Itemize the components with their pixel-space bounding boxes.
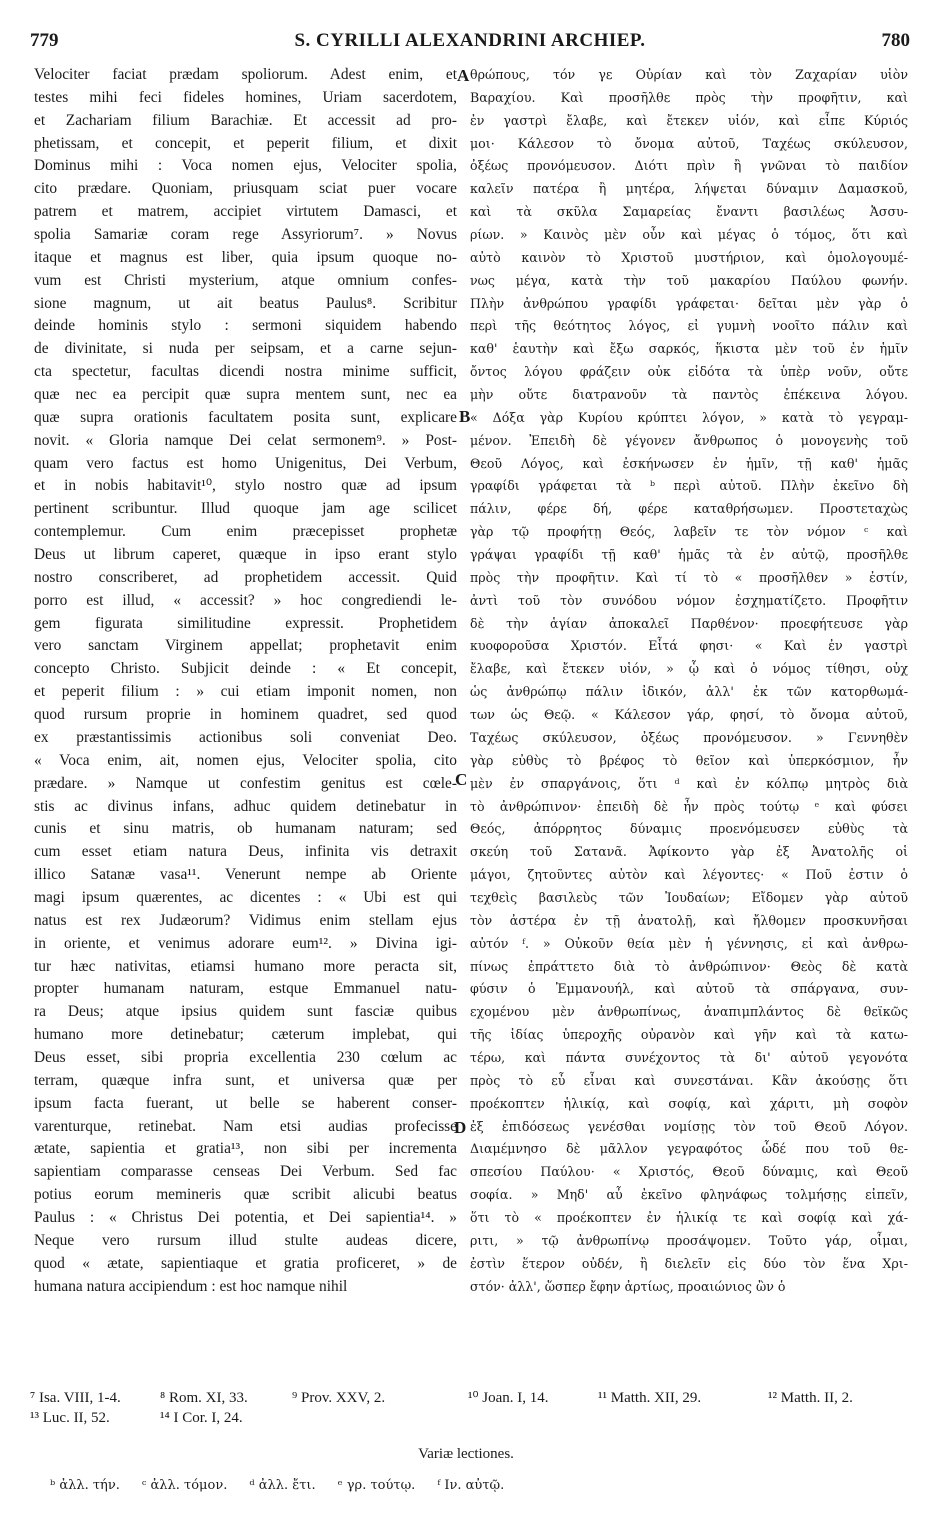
text-line: de divinitate, si nuda per seipsam, et a carne sejun-	[34, 340, 457, 358]
text-line: ὡς ἀνθρώπῳ πάλιν ἰδικόν, ἀλλ' ἐκ τῶν κατορθωμά-	[470, 684, 908, 700]
text-line: μοι· Κάλεσον τὸ ὄνομα αὐτοῦ, Ταχέως σκύλευσον,	[470, 135, 908, 151]
text-line: σκεύη τοῦ Σατανᾶ. Ἀφίκοντο γὰρ ἐξ Ἀνατολῆς οἱ	[470, 844, 908, 860]
text-line: varenturque, retinebat. Nam etsi audias profecisse	[34, 1117, 457, 1135]
text-line: concepto Christo. Subjicit deinde : « Et concepit,	[34, 660, 457, 678]
text-line: ra Deus; atque ipsius quidem sunt fasciæ quibus	[34, 1003, 457, 1021]
text-line: quam vero factus est homo Unigenitus, Dei Verbum,	[34, 454, 457, 472]
text-line: στόν· ἀλλ', ὥσπερ ἔφην ἀρτίως, προαιώνιος ὢν ὁ	[470, 1278, 786, 1294]
text-line: των ὡς Θεῷ. « Κάλεσον γάρ, φησί, τὸ ὄνομα αὐτοῦ,	[470, 707, 908, 723]
text-line: humano more detinebatur; cæterum implebat, qui	[34, 1026, 457, 1044]
text-line: τὸ ἀνθρώπινον· ἐπειδὴ δὲ ἦν πρὸς τούτῳ ᵉ καὶ φύσει	[470, 798, 908, 814]
variant-reading: ᵇ ἀλλ. τήν.	[50, 1478, 120, 1493]
text-line: προέκοπτεν ἡλικίᾳ, καὶ σοφίᾳ, καὶ χάριτι, μὴ σοφὸν	[470, 1095, 908, 1111]
text-line: σπεσίου Παύλου· « Χριστός, Θεοῦ δύναμις, καὶ Θεοῦ	[470, 1164, 908, 1180]
text-line: propter humanam naturam, estque Emmanuel natu-	[34, 980, 457, 998]
text-line: contemplemur. Cum enim præcepisset prophetæ	[34, 523, 457, 541]
text-line: quod « ætate, sapientiaque et gratia proficeret, » de	[34, 1254, 457, 1272]
text-line: sione magnum, ut ait beatus Paulus⁸. Scribitur	[34, 294, 457, 312]
text-line: testes mihi feci fideles homines, Uriam sacerdotem,	[34, 88, 457, 106]
text-line: μάγοι, ζητοῦντες αὐτὸν καὶ λέγοντες· « Ποῦ ἐστιν ὁ	[470, 867, 908, 883]
variae-lectiones-title: Variæ lectiones.	[418, 1446, 514, 1462]
text-line: et in nobis habitavit¹⁰, stylo nostro quæ ad ipsum	[34, 477, 457, 495]
text-line: « Δόξα γὰρ Κυρίου κρύπτει λόγον, » κατὰ τὸ γεγραμ-	[470, 409, 908, 425]
text-line: ætate, sapientia et gratia¹³, non sibi per incrementa	[34, 1140, 457, 1158]
text-line: πρὸς τὴν προφῆτιν. Καὶ τί τὸ « προσῆλθεν » ἐστίν,	[470, 569, 908, 585]
text-line: ἀντὶ τοῦ τὸν συνόδου νόμον ἐσχηματίζετο. Προφῆτιν	[470, 592, 908, 608]
text-line: πίνως ἐπράττετο διὰ τὸ ἀνθρώπινον· Θεὸς δὲ κατὰ	[470, 958, 908, 974]
text-line: Ταχέως σκύλευσον, ὀξέως προνόμευσον. » Γεννηθὲν	[470, 729, 908, 745]
reference-10: ¹⁰ Joan. I, 14.	[468, 1390, 549, 1406]
text-line: vero sanctam Virginem appellat; prophetavit enim	[34, 637, 457, 655]
text-line: quæ supra orationis facultatem posita sunt, explicare	[34, 408, 457, 426]
text-line: γὰρ τῷ προφήτῃ Θεός, λαβεῖν τε τὸν νόμον ᶜ καὶ	[470, 524, 908, 540]
text-line: τῆς ἰδίας ὑπεροχῆς οὐρανὸν καὶ γῆν καὶ τὰ κατω-	[470, 1027, 908, 1043]
text-line: αὐτόν ᶠ. » Οὐκοῦν θεία μὲν ἡ γέννησις, εἰ καὶ ἀνθρω-	[470, 935, 908, 951]
text-line: γραφίδι γράφεται τὰ ᵇ περὶ αὐτοῦ. Πλὴν ἐκεῖνο δὴ	[470, 478, 908, 494]
text-line: εχομένου μὲν ἀνθρωπίνως, ἀναπιμπλάντος δὲ θεϊκῶς	[470, 1004, 908, 1020]
variant-reading: ᵉ γρ. τούτῳ.	[337, 1478, 416, 1493]
text-line: vum est Christi mysterium, atque omnium confes-	[34, 271, 457, 289]
text-line: itaque et magnus est liber, quia ipsum quoque no-	[34, 248, 457, 266]
reference-8: ⁸ Rom. XI, 33.	[160, 1390, 248, 1406]
text-line: μὲν ἐν σπαργάνοις, ὅτι ᵈ καὶ ἐν κόλπῳ μητρὸς διὰ	[470, 775, 908, 791]
section-marker-c: C	[455, 770, 468, 789]
section-marker-b: B	[459, 407, 471, 426]
text-line: gem figurata similitudine expressit. Prophetidem	[34, 614, 457, 632]
text-line: μένον. Ἐπειδὴ δὲ γέγονεν ἄνθρωπος ὁ μονογενὴς τοῦ	[470, 432, 908, 448]
text-line: ὄντος λόγου φράζειν οὐκ εἰδότα τὰ ὑπὲρ νοῦν, οὔτε	[470, 364, 908, 380]
text-line: αὐτὸ καινὸν τὸ Χριστοῦ μυστήριον, καὶ ὁμολογουμέ-	[470, 249, 908, 265]
text-line: cunis et sinu matris, ob humanam naturam; sed	[34, 820, 457, 838]
text-line: Deus esset, sibi propria excellentia 230 cœlum ac	[34, 1048, 457, 1066]
text-line: ἐστὶν ἕτερον οὐδέν, ἢ διελεῖν εἰς δύο τὸν ἕνα Χρι-	[470, 1255, 908, 1271]
text-line: ἐν γαστρὶ ἔλαβε, καὶ ἔτεκεν υἱόν, καὶ εἶπε Κύριός	[470, 112, 908, 128]
text-line: τεχθεὶς βασιλεὺς τῶν Ἰουδαίων; Εἴδομεν γὰρ αὐτοῦ	[470, 889, 908, 905]
text-line: Θεός, ἀπόρρητος δύναμις προενόμευσεν εὐθὺς τὰ	[470, 821, 908, 837]
text-line: nostro conscriberet, ad prophetidem accessit. Quid	[34, 568, 457, 586]
greek-column	[470, 64, 908, 1298]
reference-11: ¹¹ Matth. XII, 29.	[598, 1390, 702, 1406]
text-line: πάλιν, φέρε δή, φέρε καταθρήσωμεν. Προστεταχὼς	[470, 501, 908, 517]
text-line: Θεοῦ Λόγος, καὶ ἐσκήνωσεν ἐν ἡμῖν, τῇ καθ' ἡμᾶς	[470, 455, 908, 471]
text-line: Διαμέμνησο δὲ μᾶλλον γεγραφότος ὧδέ που τοῦ θε-	[470, 1141, 908, 1157]
text-line: patrem et matrem, accipiet virtutem Damasci, et	[34, 203, 457, 221]
text-line: tur hæc nativitas, etiamsi humano more peracta sit,	[34, 957, 457, 975]
variant-reading: ᶜ ἀλλ. τόμον.	[141, 1478, 228, 1493]
text-line: cta spectetur, facultas dicendi nostra minime sufficit,	[34, 363, 457, 381]
scripture-references	[30, 1388, 910, 1428]
reference-14: ¹⁴ I Cor. I, 24.	[160, 1410, 243, 1426]
text-line: ρίων. » Καινὸς μὲν οὖν καὶ μέγας ὁ τόμος, ὅτι καὶ	[470, 227, 908, 243]
text-line: Deus ut librum caperet, quæque in ipso erant stylo	[34, 546, 457, 564]
text-line: prædare. » Namque ut confestim genitus est cœle-	[34, 774, 457, 792]
section-marker-a: A	[457, 66, 470, 85]
text-line: stis ac divinus infans, adhuc quidem detinebatur in	[34, 797, 457, 815]
text-line: terram, quæque infra sunt, et universa quæ per	[34, 1071, 457, 1089]
variant-reading: ᶠ Ιν. αὐτῷ.	[437, 1478, 505, 1493]
text-line: θρώπους, τόν γε Οὐρίαν καὶ τὸν Ζαχαρίαν υἱὸν	[470, 67, 908, 82]
text-line: ὅτι τὸ « προέκοπτεν ἐν ἡλικίᾳ τε καὶ σοφίᾳ καὶ χά-	[470, 1209, 908, 1225]
text-line: novit. « Gloria namque Dei celat sermonem⁹. » Post-	[34, 431, 457, 449]
text-line: μὴν οὔτε διατρανοῦν τὰ παντὸς ἐπέκεινα λόγου.	[470, 387, 908, 403]
reference-7: ⁷ Isa. VIII, 1-4.	[30, 1390, 121, 1406]
running-title: S. CYRILLI ALEXANDRINI ARCHIEP.	[294, 30, 646, 51]
text-line: ἐξ ἐπιδόσεως γενέσθαι νομίσῃς τὸν τοῦ Θεοῦ Λόγον.	[470, 1118, 908, 1134]
text-line: et peperit filium : » cui etiam imponit nomen, non	[34, 683, 457, 701]
text-line: ὀξέως προνόμευσον. Διότι πρὶν ἢ γνῶναι τὸ παιδίον	[470, 158, 908, 174]
text-line: deinde hominis stylo : sermoni siquidem habendo	[34, 317, 457, 335]
text-line: et Zachariam filium Barachiæ. Et accessit ad pro-	[34, 111, 457, 129]
variant-reading: ᵈ ἀλλ. ἔτι.	[249, 1478, 316, 1493]
text-line: cito prædare. Quoniam, priusquam sciat puer vocare	[34, 180, 457, 198]
text-line: quod rursum proprie in hominem quadret, sed quod	[34, 706, 457, 724]
text-line: τέρω, καὶ πάντα συνέχοντος τὰ δι' αὐτοῦ γεγονότα	[470, 1049, 908, 1065]
text-line: humana natura accipiendum : est hoc namque nihil	[34, 1277, 348, 1295]
text-line: ipsum facta fuerant, ut belle se haberent conser-	[34, 1094, 457, 1112]
variae-lectiones	[50, 1478, 910, 1493]
text-line: φύσιν ὁ Ἐμμανουήλ, καὶ αὐτοῦ τὰ σπάργανα, συν-	[470, 981, 908, 997]
text-line: Velociter faciat prædam spoliorum. Adest enim, et	[34, 66, 457, 83]
text-line: κυοφοροῦσα Χριστόν. Εἶτά φησι· « Καὶ ἐν γαστρὶ	[470, 638, 908, 654]
text-line: in oriente, et venimus adorare eum¹². » Divina igi-	[34, 934, 457, 952]
reference-9: ⁹ Prov. XXV, 2.	[292, 1390, 386, 1406]
text-line: ex præstantissimis actionibus soli conveniat Deo.	[34, 728, 457, 746]
text-line: νως μέγα, κατὰ τὴν τοῦ μακαρίου Παύλου φωνήν.	[470, 272, 908, 288]
text-line: γὰρ εὐθὺς τὸ βρέφος τὸ θεῖον καὶ ὑπερκόσμιον, ἦν	[470, 752, 908, 768]
section-marker-d: D	[454, 1118, 467, 1137]
text-line: Paulus : « Christus Dei potentia, et Dei sapientia¹⁴. »	[34, 1208, 457, 1226]
text-line: ἔλαβε, καὶ ἔτεκεν υἱόν, » ᾧ καὶ ὁ νόμος τίθησι, οὐχ	[470, 661, 908, 677]
text-line: natus est rex Judæorum? Vidimus enim stellam ejus	[34, 911, 457, 929]
text-line: περὶ τῆς θεότητος λόγος, εἰ γυμνὴ νοοῖτο πάλιν καὶ	[470, 318, 908, 334]
page-number-right: 780	[881, 30, 910, 51]
text-line: ριτι, » τῷ ἀνθρωπίνῳ προσάψομεν. Τοῦτο γάρ, οἶμαι,	[470, 1232, 908, 1248]
page-header	[30, 30, 910, 60]
text-line: γράψαι γραφίδι τῇ καθ' ἡμᾶς τὰ ἐν αὐτῷ, προσῆλθε	[470, 547, 908, 563]
text-line: Βαραχίου. Καὶ προσῆλθε πρὸς τὴν προφῆτιν, καὶ	[470, 89, 908, 105]
text-line: καθ' ἑαυτὴν καὶ ἔξω σαρκός, ἥκιστα μὲν τοῦ ἐν ἡμῖν	[470, 341, 908, 357]
text-line: illico Satanæ vasa¹¹. Venerunt nempe ab Oriente	[34, 866, 457, 884]
text-line: spolia Samariæ coram rege Assyriorum⁷. » Novus	[34, 226, 457, 244]
text-line: « Voca enim, ait, nomen ejus, Velociter spolia, cito	[34, 751, 457, 769]
text-line: καλεῖν πατέρα ἢ μητέρα, λήψεται δύναμιν Δαμασκοῦ,	[470, 181, 908, 197]
text-line: pertinent scribuntur. Illud quoque jam age scilicet	[34, 500, 457, 518]
reference-13: ¹³ Luc. II, 52.	[30, 1410, 110, 1426]
text-line: potius eorum memineris quæ scribit alicubi beatus	[34, 1186, 457, 1204]
reference-12: ¹² Matth. II, 2.	[768, 1390, 853, 1406]
page-number-left: 779	[30, 30, 59, 51]
text-line: δὲ τὴν ἁγίαν ἀποκαλεῖ Παρθένον· προεφήτευσε γὰρ	[470, 615, 908, 631]
text-line: quæ nec ea percipit quæ supra mentem sunt, nec ea	[34, 386, 457, 404]
text-line: σοφία. » Μηδ' αὖ ἐκεῖνο φληνάφως τολμήσῃς εἰπεῖν,	[470, 1187, 908, 1203]
text-line: καὶ τὰ σκῦλα Σαμαρείας ἔναντι βασιλέως Ἀσσυ-	[470, 204, 908, 220]
latin-column	[34, 64, 457, 1298]
text-line: τὸν ἀστέρα ἐν τῇ ἀνατολῇ, καὶ ἤλθομεν προσκυνῆσαι	[470, 912, 908, 928]
text-line: πρὸς τὸ εὖ εἶναι καὶ συνεστάναι. Κἂν ἀκούσῃς ὅτι	[470, 1072, 908, 1088]
text-line: phetissam, et concepit, et peperit filium, et dixit	[34, 134, 457, 152]
text-line: Πλὴν ἀνθρώπου γραφίδι γράφεται· δεῖται μὲν γὰρ ὁ	[470, 295, 908, 311]
text-line: Dominus mihi : Voca nomen ejus, Velociter spolia,	[34, 157, 457, 175]
text-line: porro est illud, « accessit? » hoc congrediendi le-	[34, 591, 457, 609]
text-line: Neque vero rursum illud stulte audeas dicere,	[34, 1231, 457, 1249]
text-line: magi ipsum quærentes, ac dicentes : « Ubi est qui	[34, 888, 457, 906]
text-line: sapientiam comparasse censeas Dei Verbum. Sed fac	[34, 1163, 457, 1181]
text-line: cum esset etiam natura Deus, infinita vis detraxit	[34, 843, 457, 861]
